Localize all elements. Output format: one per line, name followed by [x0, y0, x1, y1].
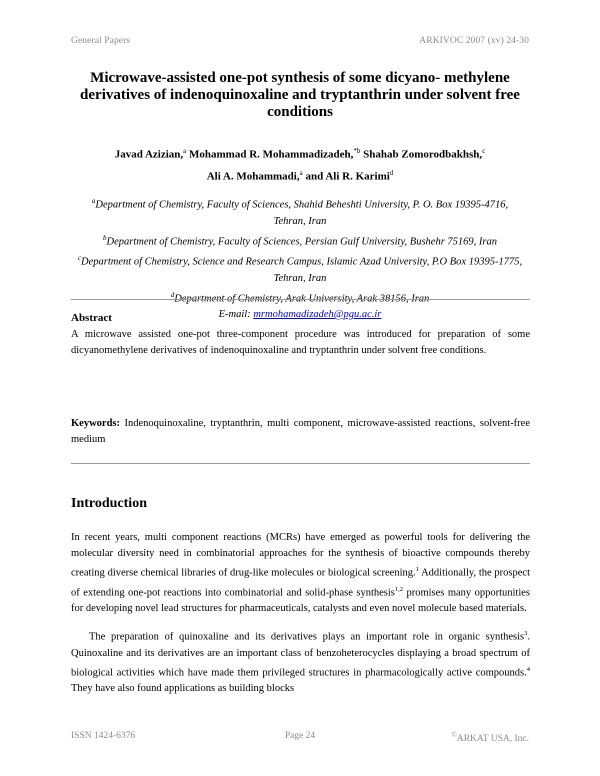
email-label: E-mail:: [218, 309, 251, 320]
citation: 4: [526, 665, 530, 673]
affiliation-b: $^b$Department of Chemistry, Faculty of Sciences, Persian Gulf University, Bushehr 75169, Iran: [103, 233, 497, 247]
author-name: Shahab Zomorodbakhsh,: [363, 148, 483, 161]
author-list: [70, 142, 530, 185]
author-affil-mark: a: [183, 147, 187, 155]
abstract-text: A microwave assisted one-pot three-component procedure was introduced for preparation of some dicyanomethylene derivatives of indenoquinoxaline and tryptanthrin under solvent free conditions.: [71, 329, 530, 356]
affiliations: [76, 193, 524, 323]
citation: 1: [415, 566, 419, 573]
citation: 3: [524, 630, 528, 637]
copyright-symbol: ©: [451, 731, 457, 739]
email-link[interactable]: mrmohamadizadeh@pgu.ac.ir: [253, 309, 382, 320]
footer-page-number: Page 24: [284, 731, 316, 741]
intro-paragraph-1: In recent years, multi component reactions (MCRs) have emerged as powerful tools for delivering the molecular diversity need in combinatorial approaches for the synthesis of bioactive compounds thereby creating diverse chemical libraries of drug-like molecules or biological screening.$^1$ Additionally, the prospect of extending one-pot reactions into combinatorial and solid-phase synthesis$^{1,2}$ promises many opportunities for developing novel lead structures for pharmaceuticals, catalysts and even novel molecule based materials.: [71, 532, 531, 614]
footer-publisher: ©ARKAT USA, Inc.: [451, 731, 529, 745]
divider-top: [71, 299, 530, 300]
citation: 1,2: [394, 585, 403, 593]
author-name: Mohammad R. Mohammadizadeh,: [189, 148, 354, 161]
keywords-text: Indenoquinoxaline, tryptanthrin, multi component, microwave-assisted reactions, solvent-free medium: [71, 418, 531, 445]
affiliation-d: $^d$Department of Chemistry, Arak University, Arak 38156, Iran: [170, 290, 430, 304]
author-name: Javad Azizian,: [114, 148, 184, 161]
paper-title: Microwave-assisted one-pot synthesis of some dicyano- methylene derivatives of indenoquinoxaline and tryptanthrin under solvent free conditions: [80, 70, 520, 120]
keywords: [71, 416, 530, 448]
abstract-heading: Abstract: [71, 312, 112, 324]
affiliation-c: $^c$Department of Chemistry, Science and Research Campus, Islamic Azad University, P.O Box 19395-1775, Tehran, Iran: [77, 254, 523, 284]
author-name: Ali A. Mohammadi,: [206, 170, 300, 183]
author-affil-mark: c: [482, 147, 486, 155]
affiliation-a: $^a$Department of Chemistry, Faculty of Sciences, Shahid Beheshti University, P. O. Box 19395-4716, Tehran, Iran: [91, 197, 509, 227]
running-header-left: General Papers: [71, 36, 131, 46]
running-header-right: ARKIVOC 2007 (xv) 24-30: [419, 36, 529, 46]
author-name: and Ali R. Karimi: [305, 170, 390, 183]
divider-bottom: [71, 463, 530, 464]
author-affil-mark: d: [389, 168, 394, 177]
author-affil-mark: a: [299, 168, 303, 177]
keywords-label: Keywords:: [71, 418, 120, 429]
introduction-heading: Introduction: [71, 496, 147, 511]
intro-paragraph-2: The preparation of quinoxaline and its derivatives plays an important role in organic synthesis$^3$. Quinoxaline and its derivatives are an important class of benzoheterocycles displaying a broad spectrum of biological activities which have made them privileged structures in pharmacologically active compounds.$^4$ They have also found applications as building blocks: [71, 630, 530, 694]
footer-issn: ISSN 1424-6376: [71, 731, 136, 741]
email-line: [76, 307, 524, 323]
author-affil-mark: *b: [353, 147, 361, 155]
